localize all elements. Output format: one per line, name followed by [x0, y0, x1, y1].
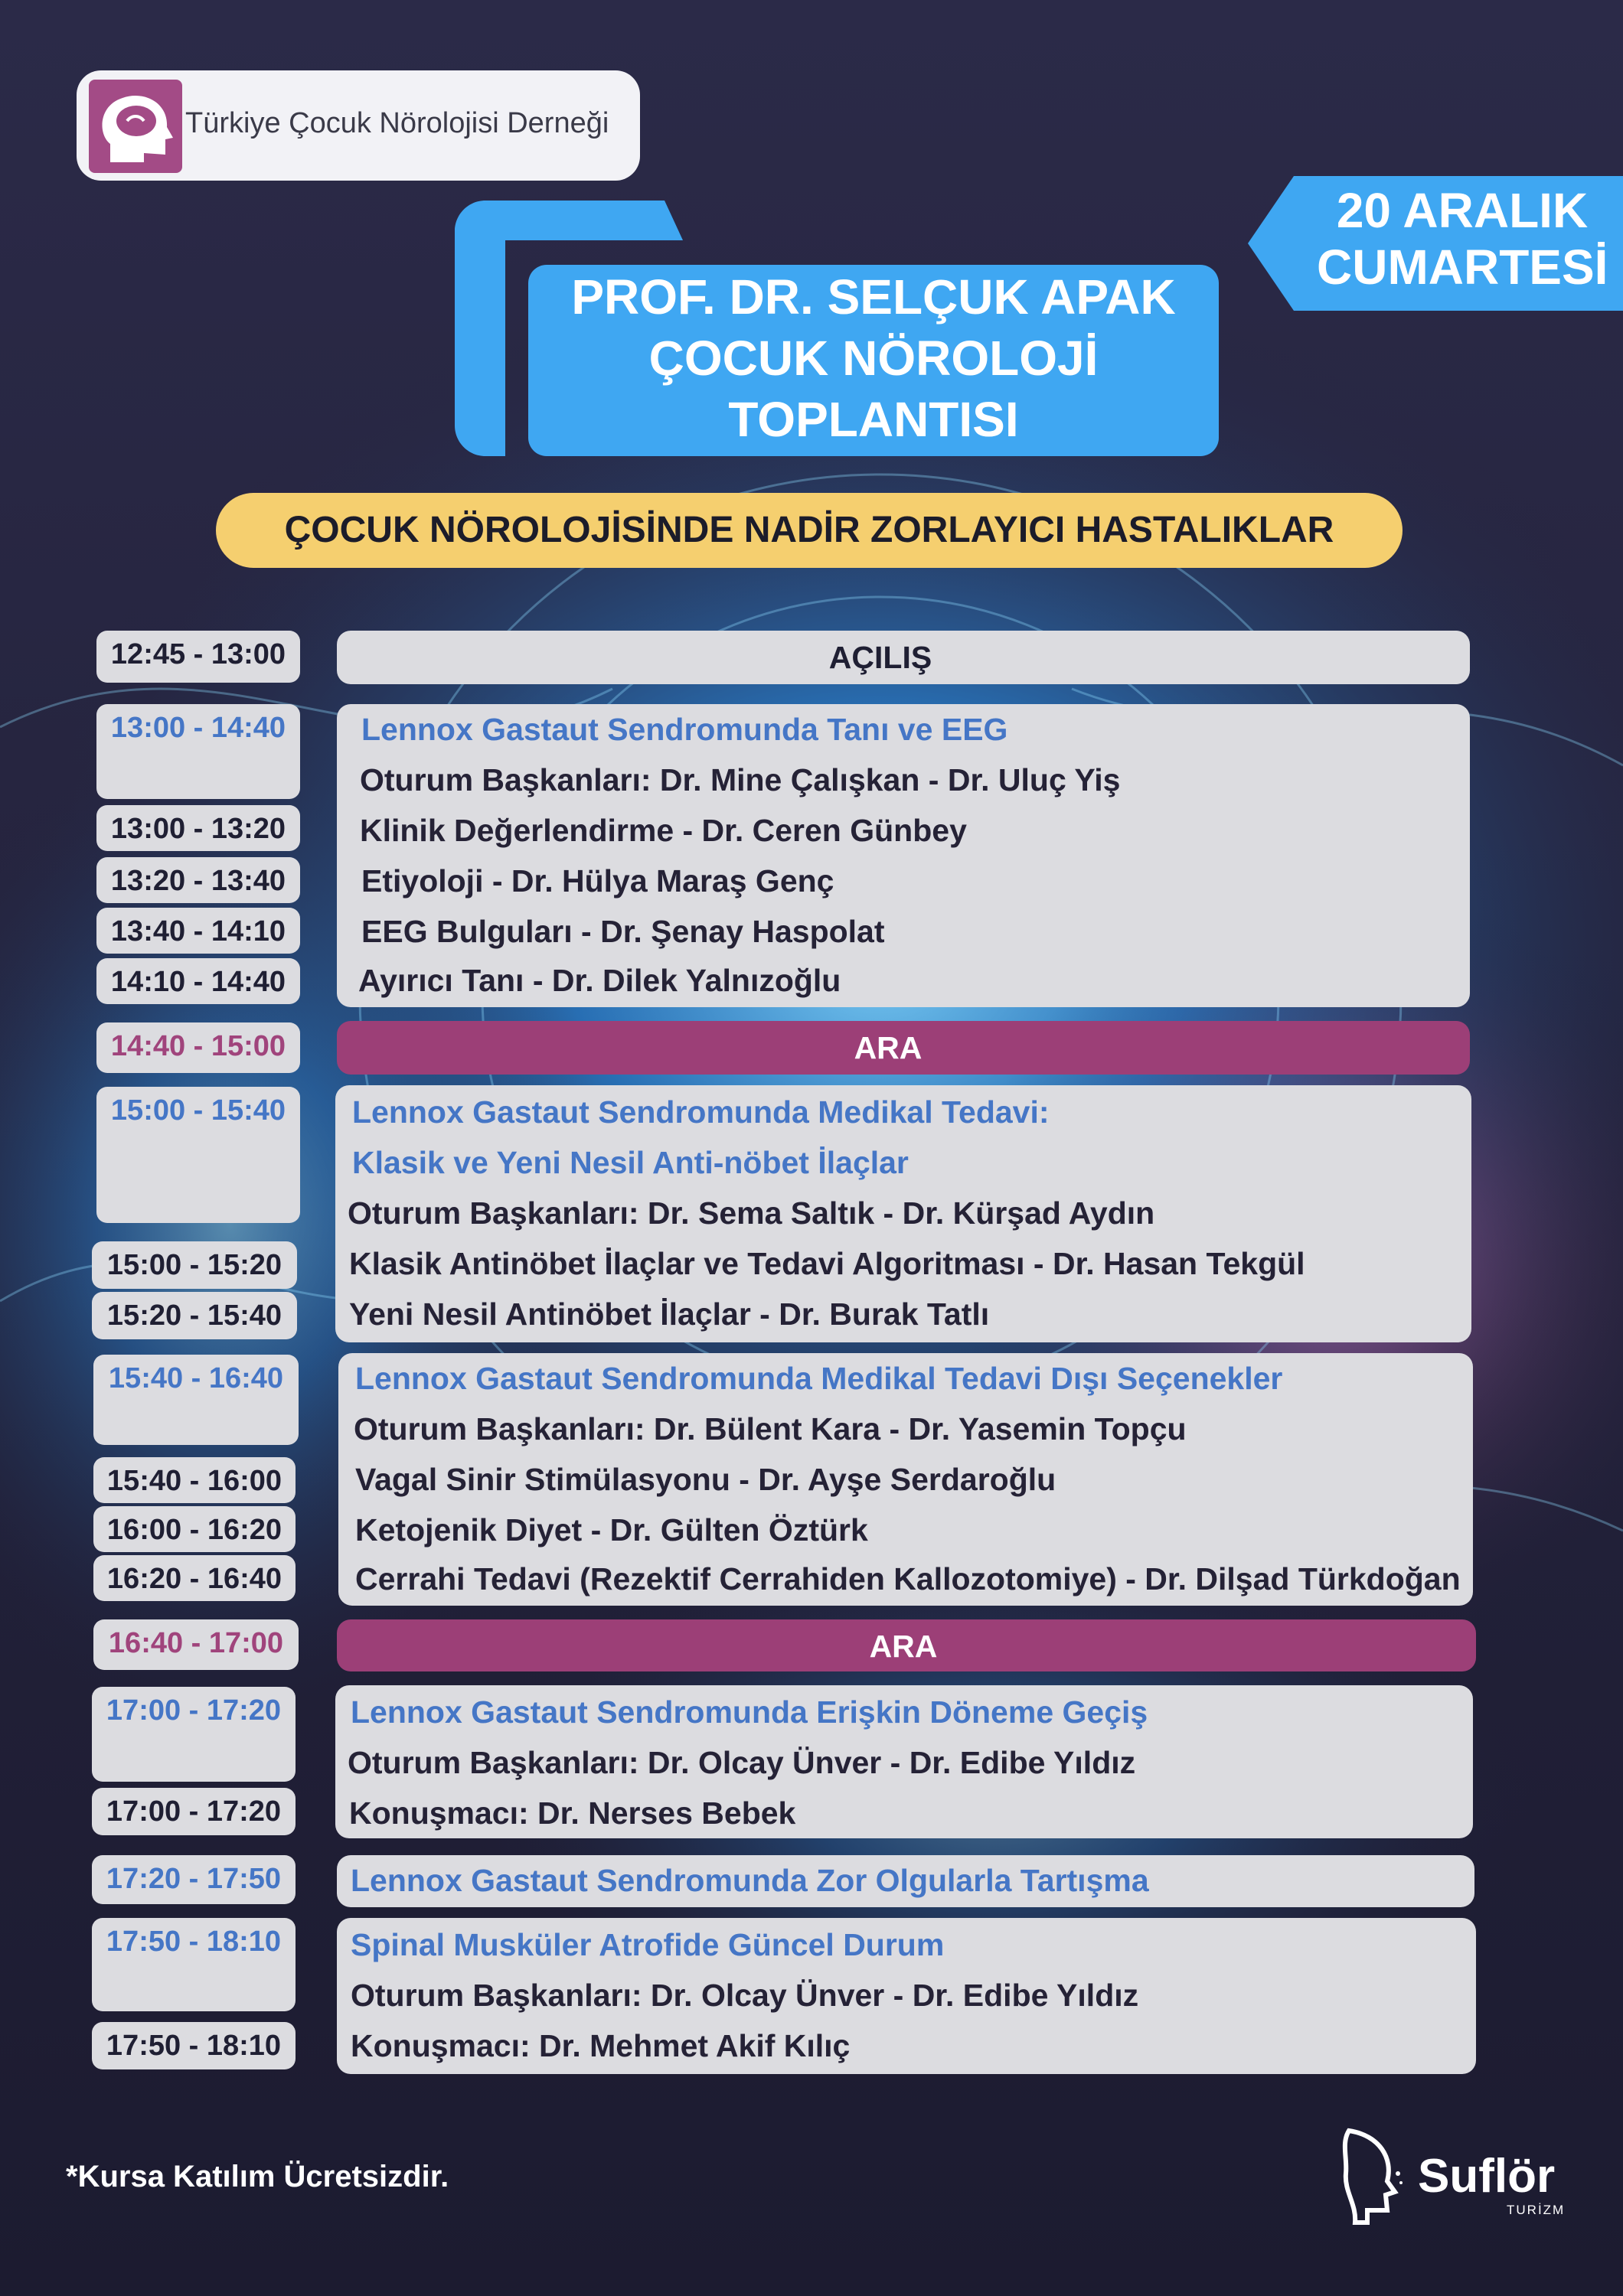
session-5-title: Lennox Gastaut Sendromunda Zor Olgularla Tartışma — [351, 1863, 1149, 1898]
opening-label: AÇILIŞ — [828, 640, 932, 675]
brand-subtitle: TURİZM — [1507, 2203, 1566, 2217]
time-pill-talk: 14:10 - 14:40 — [96, 958, 300, 1004]
time-pill-talk: 17:00 - 17:20 — [92, 1788, 296, 1835]
talk-item: Yeni Nesil Antinöbet İlaçlar - Dr. Burak Tatlı — [349, 1296, 990, 1332]
time-pill-talk: 13:20 - 13:40 — [96, 857, 300, 903]
talk-item: Ayırıcı Tanı - Dr. Dilek Yalnızoğlu — [358, 963, 841, 998]
talk-item: Klinik Değerlendirme - Dr. Ceren Günbey — [360, 813, 967, 848]
session-6-title: Spinal Musküler Atrofide Güncel Durum — [351, 1927, 945, 1962]
session-2-title-line-1: Lennox Gastaut Sendromunda Medikal Tedavi: — [352, 1094, 1050, 1130]
time-pill-talk: 13:40 - 14:10 — [96, 908, 300, 954]
break-1-label: ARA — [854, 1030, 923, 1065]
organization-name: Türkiye Çocuk Nörolojisi Derneği — [185, 107, 609, 139]
title-line-1: PROF. DR. SELÇUK APAK — [571, 269, 1176, 325]
event-date — [1317, 182, 1608, 295]
session-4-chairs: Oturum Başkanları: Dr. Olcay Ünver - Dr. Edibe Yıldız — [348, 1745, 1136, 1780]
time-pill-talk: 16:00 - 16:20 — [93, 1506, 296, 1552]
time-pill-session-6: 17:50 - 18:10 — [92, 1918, 296, 2011]
time-pill-talk: 13:00 - 13:20 — [96, 805, 300, 851]
session-6-chairs: Oturum Başkanları: Dr. Olcay Ünver - Dr. Edibe Yıldız — [351, 1978, 1139, 2013]
face-profile-icon — [1334, 2128, 1403, 2226]
time-pill-session-1: 13:00 - 14:40 — [96, 704, 300, 799]
event-subtitle: ÇOCUK NÖROLOJİSİNDE NADİR ZORLAYICI HASTALIKLAR — [216, 493, 1403, 568]
session-3-chairs: Oturum Başkanları: Dr. Bülent Kara - Dr. Yasemin Topçu — [354, 1411, 1187, 1446]
time-pill-opening: 12:45 - 13:00 — [96, 631, 300, 683]
session-2-title-line-2: Klasik ve Yeni Nesil Anti-nöbet İlaçlar — [352, 1145, 909, 1180]
date-weekday: CUMARTESİ — [1317, 240, 1608, 295]
session-1-chairs: Oturum Başkanları: Dr. Mine Çalışkan - Dr. Uluç Yiş — [360, 762, 1121, 797]
talk-item: Konuşmacı: Dr. Mehmet Akif Kılıç — [351, 2028, 851, 2063]
time-pill-session-4: 17:00 - 17:20 — [92, 1687, 296, 1782]
talk-item: EEG Bulguları - Dr. Şenay Haspolat — [361, 914, 885, 949]
session-3-title: Lennox Gastaut Sendromunda Medikal Tedavi Dışı Seçenekler — [355, 1361, 1283, 1396]
time-pill-talk: 15:40 - 16:00 — [93, 1457, 296, 1503]
session-1-title: Lennox Gastaut Sendromunda Tanı ve EEG — [361, 712, 1008, 747]
title-line-3: TOPLANTISI — [728, 392, 1019, 447]
time-pill-talk: 17:50 - 18:10 — [92, 2022, 296, 2069]
date-day: 20 ARALIK — [1336, 183, 1589, 238]
event-title — [528, 266, 1219, 450]
organization-logo-box — [77, 70, 640, 181]
title-line-2: ÇOCUK NÖROLOJİ — [648, 331, 1099, 386]
brand-name: Suflör — [1418, 2150, 1556, 2203]
time-pill-talk: 16:20 - 16:40 — [93, 1555, 296, 1601]
time-pill-talk: 15:20 - 15:40 — [92, 1292, 297, 1339]
time-pill-session-5: 17:20 - 17:50 — [92, 1855, 296, 1904]
time-pill-break-2: 16:40 - 17:00 — [93, 1619, 299, 1670]
time-pill-talk: 15:00 - 15:20 — [92, 1241, 297, 1289]
brain-head-icon — [89, 80, 182, 173]
talk-item: Vagal Sinir Stimülasyonu - Dr. Ayşe Serdaroğlu — [355, 1462, 1056, 1497]
time-pill-session-2: 15:00 - 15:40 — [96, 1087, 300, 1223]
time-pill-break-1: 14:40 - 15:00 — [96, 1022, 300, 1073]
session-2-chairs: Oturum Başkanları: Dr. Sema Saltık - Dr. Kürşad Aydın — [348, 1195, 1155, 1231]
talk-item: Etiyoloji - Dr. Hülya Maraş Genç — [361, 863, 834, 899]
time-pill-session-3: 15:40 - 16:40 — [93, 1355, 299, 1445]
talk-item: Klasik Antinöbet İlaçlar ve Tedavi Algoritması - Dr. Hasan Tekgül — [349, 1246, 1305, 1281]
free-participation-note: *Kursa Katılım Ücretsizdir. — [66, 2160, 449, 2193]
talk-item: Konuşmacı: Dr. Nerses Bebek — [349, 1795, 796, 1831]
talk-item: Cerrahi Tedavi (Rezektif Cerrahiden Kallozotomiye) - Dr. Dilşad Türkdoğan — [355, 1561, 1461, 1596]
talk-item: Ketojenik Diyet - Dr. Gülten Öztürk — [355, 1512, 868, 1548]
session-1-panel — [337, 704, 1470, 1007]
session-4-title: Lennox Gastaut Sendromunda Erişkin Döneme Geçiş — [351, 1694, 1148, 1730]
break-2-label: ARA — [869, 1629, 938, 1664]
